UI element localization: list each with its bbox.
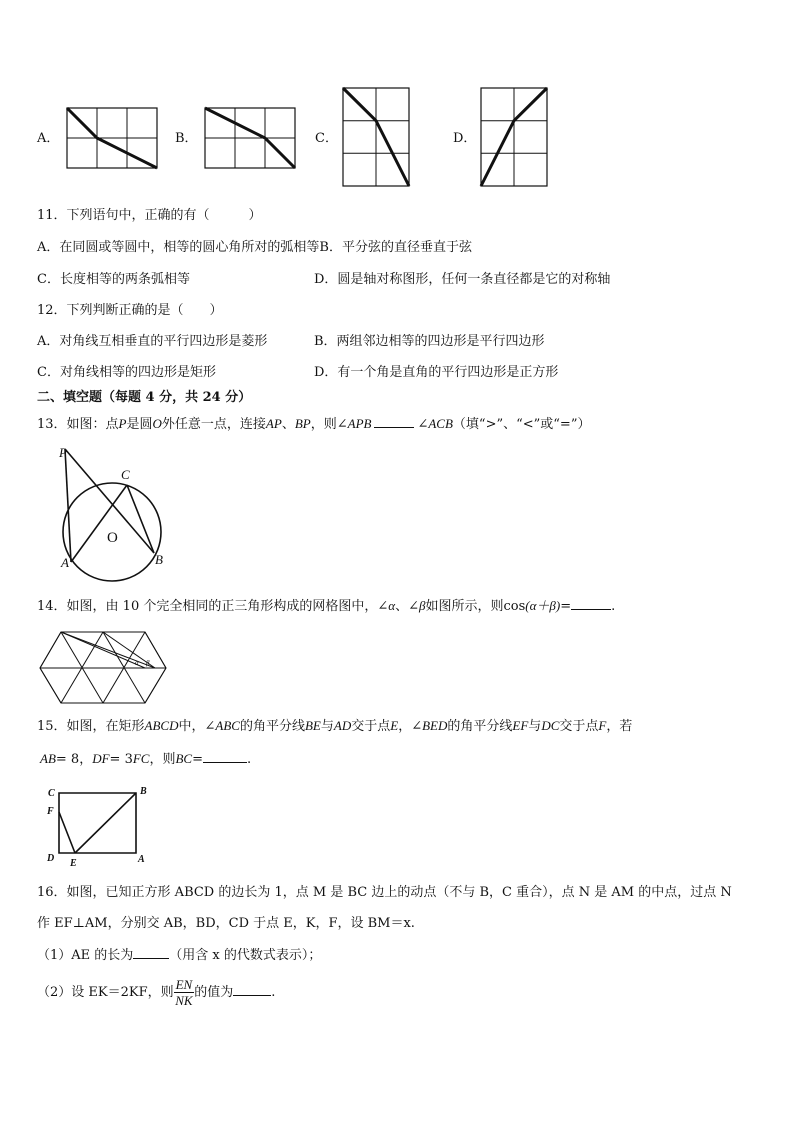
q13-label-b: B — [155, 552, 163, 567]
q13-var: ACB — [428, 416, 453, 431]
q12-option-b: B．两组邻边相等的四边形是平行四边形 — [314, 334, 545, 349]
q16-fraction — [174, 977, 195, 1008]
q11-option-a — [37, 239, 472, 257]
q11-stem: 11．下列语句中，正确的有（ ） — [37, 208, 262, 223]
q15-var: DF — [92, 751, 110, 766]
option-c-grid-figure — [342, 87, 410, 187]
q15-text: = — [192, 752, 204, 767]
option-a-grid-figure — [66, 107, 158, 169]
q15-var: AB — [40, 751, 56, 766]
q15-rectangle-figure — [44, 782, 156, 870]
q15-label-c: C — [48, 788, 55, 799]
q13-text: ，则∠ — [310, 417, 348, 432]
q14-var: α — [388, 598, 396, 613]
q15-text: ，∠ — [398, 719, 423, 734]
q14-text: 、∠ — [395, 599, 419, 614]
q11-option-a-text: A．在同圆或等圆中，相等的圆心角所对的弧相等 — [37, 240, 320, 255]
q14-text: = — [560, 599, 572, 614]
q14-triangle-grid-figure — [39, 630, 169, 706]
q13-circle-figure — [55, 445, 180, 585]
q15-var: AD — [333, 718, 352, 733]
q13-label-c: C — [121, 467, 130, 482]
q15-var: DC — [541, 718, 560, 733]
q15-text: . — [247, 752, 252, 767]
q15-text: 与 — [528, 719, 542, 734]
q15-text: ，若 — [606, 719, 633, 734]
q13-var: P — [118, 416, 127, 431]
q12-option-c: C．对角线相等的四边形是矩形 — [37, 365, 216, 380]
option-c-label: C． — [315, 131, 338, 146]
q11-option-d: D．圆是轴对称图形，任何一条直径都是它的对称轴 — [314, 272, 611, 287]
q13-text: 13．如图：点 — [37, 417, 119, 432]
q13-text: 是圆 — [126, 417, 153, 432]
q12-option-a: A．对角线互相垂直的平行四边形是菱形 — [37, 334, 268, 349]
q15-var: ABC — [215, 718, 240, 733]
q14-label-beta: β — [146, 659, 150, 667]
q13-label-p: P — [59, 445, 67, 460]
q15-label-f: F — [47, 806, 54, 817]
option-b-grid-figure — [204, 107, 296, 169]
q13-label-a: A — [61, 555, 69, 570]
q13-var: AP — [265, 416, 282, 431]
q15-label-d: D — [47, 853, 55, 864]
q13-text: 外任意一点，连接 — [161, 417, 266, 432]
q13-label-o: O — [107, 530, 118, 546]
q13-stem — [37, 415, 590, 434]
q14-text: . — [611, 599, 616, 614]
option-a-label: A． — [37, 131, 60, 146]
q15-var: EF — [512, 718, 529, 733]
q15-var: BED — [422, 718, 448, 733]
q16-text: （2）设 EK＝2KF，则 — [37, 985, 174, 1000]
q13-answer-blank[interactable] — [374, 415, 414, 428]
option-d-grid-figure — [480, 87, 548, 187]
q14-label-alpha: α — [135, 659, 139, 667]
q15-var: E — [390, 718, 399, 733]
q16-part1-answer-blank[interactable] — [133, 946, 169, 959]
q15-var: BE — [304, 718, 321, 733]
q16-part2-answer-blank[interactable] — [233, 983, 271, 996]
q15-stem-line1 — [37, 717, 632, 736]
q15-var: ABCD — [144, 718, 179, 733]
q13-var: BP — [294, 416, 311, 431]
q16-stem-line1: 16．如图，已知正方形 ABCD 的边长为 1，点 M 是 BC 边上的动点（不与 B，C 重合），点 N 是 AM 的中点，过点 N — [37, 885, 732, 900]
q15-text: = 8 — [55, 752, 80, 767]
q16-fraction-numerator: EN — [175, 977, 193, 992]
q16-text: （1）AE 的长为 — [37, 948, 134, 963]
q16-text: 的值为 — [194, 985, 234, 1000]
option-b-label: B． — [175, 131, 198, 146]
q16-fraction-denominator: NK — [175, 993, 193, 1008]
section-title-fill-in: 二、填空题（每题 4 分，共 24 分） — [37, 390, 252, 405]
q15-var: F — [598, 718, 607, 733]
q14-stem — [37, 597, 615, 616]
q15-text: 交于点 — [559, 719, 599, 734]
q14-var: β — [418, 598, 426, 613]
q15-var: FC — [132, 751, 150, 766]
q15-text: 15．如图，在矩形 — [37, 719, 145, 734]
option-d-label: D． — [453, 131, 477, 146]
q15-text: 的角平分线 — [239, 719, 305, 734]
q16-text: （用含 x 的代数式表示）； — [169, 948, 322, 963]
q15-var: BC — [175, 751, 193, 766]
q15-text: 与 — [320, 719, 334, 734]
q15-text: ，则 — [149, 752, 176, 767]
q14-text: cos — [503, 599, 526, 614]
q16-stem-line2: 作 EF⊥AM，分别交 AB，BD，CD 于点 E，K，F，设 BM＝x. — [37, 916, 415, 931]
q14-text: 如图所示，则 — [425, 599, 504, 614]
q12-option-d: D．有一个角是直角的平行四边形是正方形 — [314, 365, 559, 380]
q15-text: = 3 — [109, 752, 133, 767]
q13-text: ∠ — [417, 417, 429, 432]
q15-stem-line2 — [40, 750, 251, 769]
q13-var: O — [152, 416, 162, 431]
q14-var: (α＋β) — [525, 598, 561, 613]
q11-option-c: C．长度相等的两条弧相等 — [37, 272, 190, 287]
q15-text: 交于点 — [351, 719, 391, 734]
q11-option-b-text: B．平分弦的直径垂直于弦 — [319, 240, 472, 255]
q13-text: （填“>”、“<”或“=”） — [452, 417, 591, 432]
q15-label-b: B — [140, 786, 147, 797]
q14-text: 14．如图，由 10 个完全相同的正三角形构成的网格图中，∠ — [37, 599, 389, 614]
q16-text: . — [271, 985, 276, 1000]
q15-label-e: E — [70, 858, 77, 869]
q15-text: ， — [79, 752, 93, 767]
q13-var: APB — [347, 416, 372, 431]
q16-part1 — [37, 946, 321, 965]
q15-text: 的角平分线 — [447, 719, 513, 734]
q15-label-a: A — [138, 854, 145, 865]
q12-stem: 12．下列判断正确的是（ ） — [37, 303, 223, 318]
q13-text: 、 — [281, 417, 295, 432]
q16-part2 — [37, 974, 275, 1012]
q14-answer-blank[interactable] — [571, 597, 611, 610]
q15-text: 中，∠ — [178, 719, 216, 734]
q15-answer-blank[interactable] — [203, 750, 247, 763]
